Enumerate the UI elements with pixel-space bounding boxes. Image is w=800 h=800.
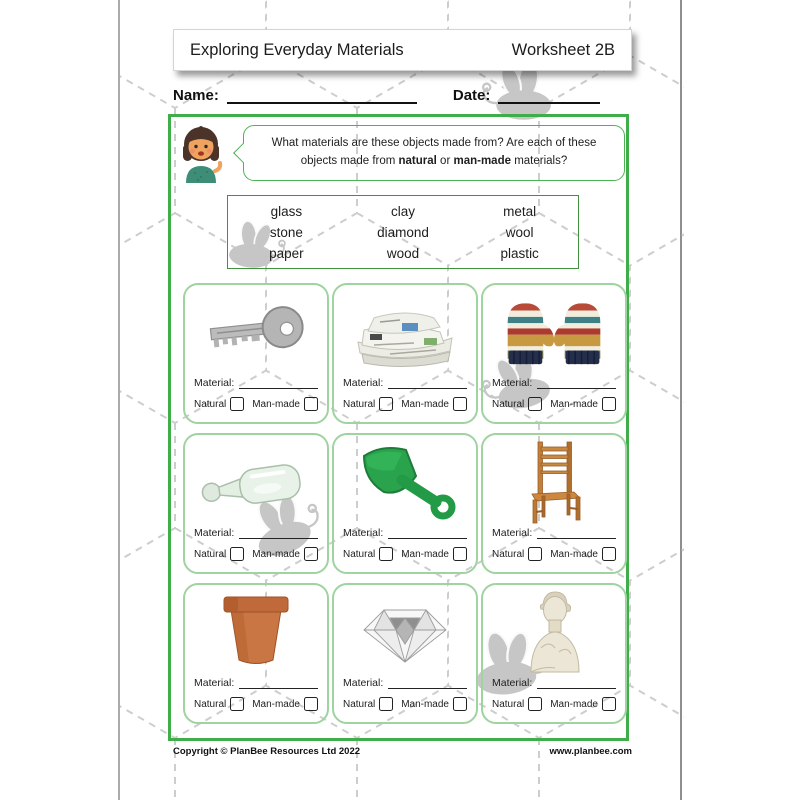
key-image: [194, 289, 318, 375]
card-newspapers: [332, 283, 478, 424]
manmade-checkbox[interactable]: [304, 397, 318, 411]
natural-label: Natural: [343, 698, 376, 710]
glass-bottle-image: [194, 439, 318, 525]
card-diamond: [332, 583, 478, 724]
bust-statue-image: [492, 589, 616, 675]
diamond-image: [343, 589, 467, 675]
footer: [173, 746, 632, 757]
trowel-image: [343, 439, 467, 525]
check-row: [194, 697, 318, 711]
instruction-line2c: materials?: [511, 155, 568, 167]
natural-label: Natural: [492, 698, 525, 710]
manmade-label: Man-made: [401, 698, 449, 710]
date-input-line[interactable]: [498, 88, 600, 104]
check-row: [492, 697, 616, 711]
copyright-text: Copyright © PlanBee Resources Ltd 2022: [173, 746, 361, 757]
manmade-checkbox[interactable]: [304, 697, 318, 711]
material-row: [492, 377, 616, 389]
word-paper: paper: [269, 245, 304, 261]
card-bust: [481, 583, 627, 724]
girl-avatar: [178, 123, 224, 183]
manmade-label: Man-made: [550, 398, 598, 410]
manmade-label: Man-made: [252, 698, 300, 710]
manmade-label: Man-made: [550, 698, 598, 710]
natural-label: Natural: [492, 548, 525, 560]
natural-checkbox[interactable]: [528, 547, 542, 561]
chair-image: [492, 439, 616, 525]
material-row: [194, 377, 318, 389]
material-row: [343, 527, 467, 539]
instruction-line1: What materials are these objects made from? Are each of these: [271, 137, 597, 150]
natural-checkbox[interactable]: [230, 547, 244, 561]
material-answer-line[interactable]: [537, 528, 616, 539]
check-row: [194, 397, 318, 411]
natural-label: Natural: [194, 698, 227, 710]
check-row: [194, 547, 318, 561]
word-bank-col3: [461, 196, 578, 268]
date-label: Date:: [452, 87, 491, 104]
manmade-label: Man-made: [401, 398, 449, 410]
material-row: [194, 527, 318, 539]
material-answer-line[interactable]: [388, 528, 467, 539]
material-label: Material:: [343, 377, 384, 389]
material-label: Material:: [194, 677, 235, 689]
manmade-bold: man-made: [453, 155, 512, 167]
material-answer-line[interactable]: [239, 378, 318, 389]
instruction-bubble: [243, 125, 625, 181]
natural-checkbox[interactable]: [528, 697, 542, 711]
word-plastic: plastic: [500, 245, 539, 261]
card-glass-bottle: [183, 433, 329, 574]
material-row: [492, 677, 616, 689]
check-row: [492, 397, 616, 411]
word-wood: wood: [386, 245, 420, 261]
material-label: Material:: [492, 677, 533, 689]
natural-checkbox[interactable]: [230, 697, 244, 711]
worksheet-number: Worksheet 2B: [511, 40, 615, 59]
website-text: www.planbee.com: [549, 746, 632, 757]
natural-label: Natural: [492, 398, 525, 410]
manmade-checkbox[interactable]: [304, 547, 318, 561]
natural-checkbox[interactable]: [379, 397, 393, 411]
material-answer-line[interactable]: [388, 678, 467, 689]
card-flower-pot: [183, 583, 329, 724]
material-row: [343, 677, 467, 689]
instruction-text: [272, 135, 597, 171]
material-label: Material:: [194, 527, 235, 539]
material-answer-line[interactable]: [239, 678, 318, 689]
natural-label: Natural: [343, 398, 376, 410]
material-row: [343, 377, 467, 389]
object-cards-grid: [183, 283, 627, 724]
name-input-line[interactable]: [227, 88, 417, 104]
natural-label: Natural: [194, 398, 227, 410]
material-label: Material:: [343, 527, 384, 539]
natural-checkbox[interactable]: [230, 397, 244, 411]
natural-checkbox[interactable]: [379, 547, 393, 561]
word-stone: stone: [269, 224, 303, 240]
material-row: [194, 677, 318, 689]
word-bank-col2: [345, 196, 462, 268]
material-answer-line[interactable]: [537, 378, 616, 389]
check-row: [343, 547, 467, 561]
check-row: [343, 697, 467, 711]
card-chair: [481, 433, 627, 574]
word-metal: metal: [503, 203, 537, 219]
name-date-row: [173, 82, 632, 104]
worksheet-frame: [168, 114, 629, 741]
word-clay: clay: [391, 203, 416, 219]
word-wool: wool: [505, 224, 534, 240]
material-label: Material:: [492, 377, 533, 389]
word-bank: [227, 195, 579, 269]
word-bank-col1: [228, 196, 345, 268]
natural-checkbox[interactable]: [528, 397, 542, 411]
check-row: [492, 547, 616, 561]
manmade-label: Man-made: [252, 548, 300, 560]
manmade-checkbox[interactable]: [602, 547, 616, 561]
page-title: Exploring Everyday Materials: [190, 40, 404, 59]
material-answer-line[interactable]: [537, 678, 616, 689]
word-glass: glass: [270, 203, 303, 219]
instruction-line2a: objects made from: [300, 155, 399, 167]
card-mittens: [481, 283, 627, 424]
manmade-label: Man-made: [401, 548, 449, 560]
word-diamond: diamond: [377, 224, 429, 240]
natural-label: Natural: [343, 548, 376, 560]
instruction-line2b: or: [436, 155, 454, 167]
flower-pot-image: [194, 589, 318, 675]
manmade-checkbox[interactable]: [453, 547, 467, 561]
card-trowel: [332, 433, 478, 574]
natural-checkbox[interactable]: [379, 697, 393, 711]
manmade-label: Man-made: [550, 548, 598, 560]
material-row: [492, 527, 616, 539]
mittens-image: [492, 289, 616, 375]
natural-bold: natural: [398, 155, 437, 167]
newspapers-image: [343, 289, 467, 375]
material-answer-line[interactable]: [388, 378, 467, 389]
material-label: Material:: [194, 377, 235, 389]
manmade-checkbox[interactable]: [602, 397, 616, 411]
material-label: Material:: [343, 677, 384, 689]
material-answer-line[interactable]: [239, 528, 318, 539]
material-label: Material:: [492, 527, 533, 539]
check-row: [343, 397, 467, 411]
bubble-tail-icon: [233, 143, 253, 163]
card-key: [183, 283, 329, 424]
natural-label: Natural: [194, 548, 227, 560]
header-bar: [173, 29, 632, 71]
manmade-checkbox[interactable]: [453, 697, 467, 711]
name-label: Name:: [173, 87, 219, 104]
manmade-checkbox[interactable]: [453, 397, 467, 411]
manmade-label: Man-made: [252, 398, 300, 410]
manmade-checkbox[interactable]: [602, 697, 616, 711]
